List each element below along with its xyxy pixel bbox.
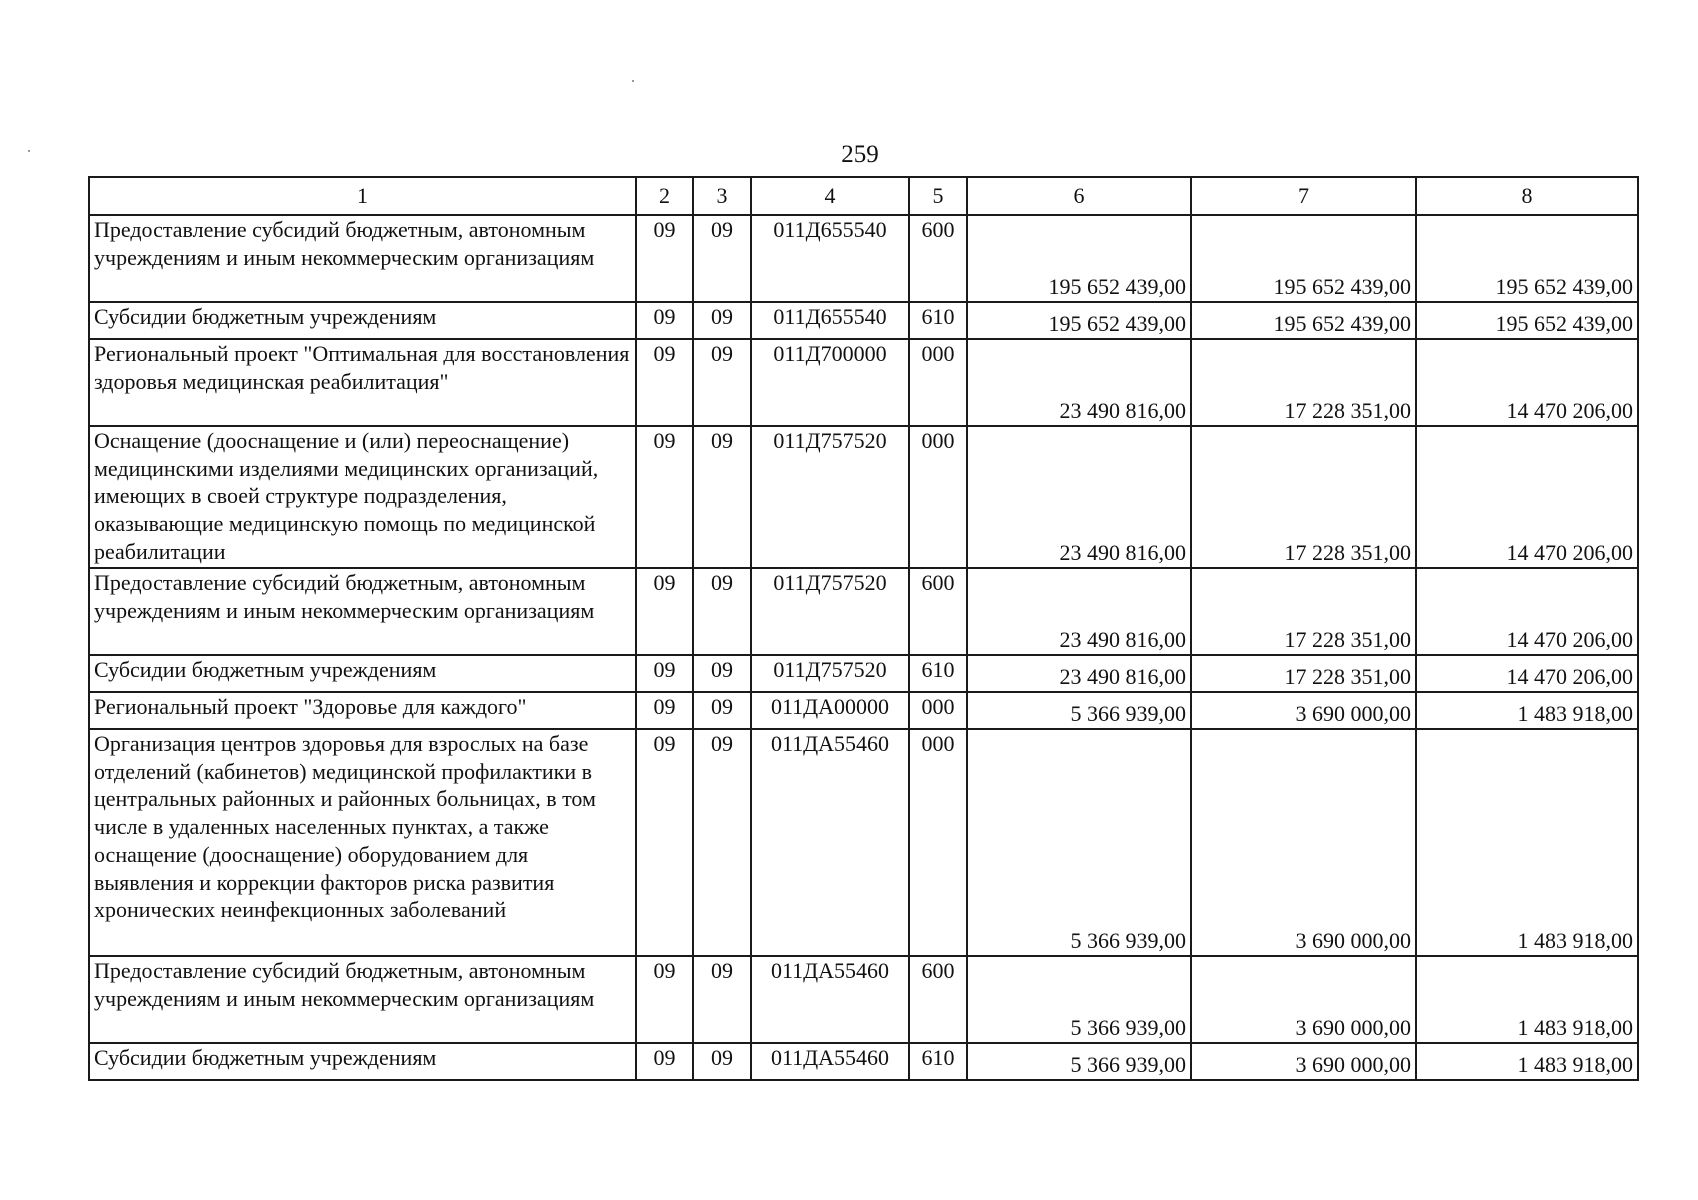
amount-col8-cell: 1 483 918,00 <box>1416 692 1638 729</box>
section-code-cell: 09 <box>636 729 693 956</box>
section-code-cell: 09 <box>636 655 693 692</box>
expense-type-cell: 600 <box>909 215 967 302</box>
amount-col6-cell: 23 490 816,00 <box>967 339 1191 426</box>
section-code-cell: 09 <box>636 568 693 655</box>
amount-col6-cell: 195 652 439,00 <box>967 302 1191 339</box>
section-code-cell: 09 <box>636 692 693 729</box>
section-code-cell: 09 <box>636 302 693 339</box>
amount-col7-cell: 195 652 439,00 <box>1191 215 1416 302</box>
budget-table <box>88 176 1639 1081</box>
expense-type-cell: 000 <box>909 692 967 729</box>
expense-type-cell: 000 <box>909 339 967 426</box>
amount-col8-cell: 195 652 439,00 <box>1416 215 1638 302</box>
column-header: 3 <box>693 177 751 215</box>
amount-col8-cell: 1 483 918,00 <box>1416 1043 1638 1080</box>
row-name-cell: Предоставление субсидий бюджетным, автономным учреждениям и иным некоммерческим организациям <box>89 568 636 655</box>
column-header: 4 <box>751 177 909 215</box>
table-row <box>89 339 1638 426</box>
section-code-cell: 09 <box>636 339 693 426</box>
table-row <box>89 215 1638 302</box>
table-row <box>89 655 1638 692</box>
row-name-cell: Организация центров здоровья для взрослых на базе отделений (кабинетов) медицинской профилактики в центральных районных и районных больницах, в том числе в удаленных населенных пунктах, а также оснащение (дооснащение) оборудованием для выявления и коррекции факторов риска развития хронических неинфекционных заболеваний <box>89 729 636 956</box>
amount-col6-cell: 5 366 939,00 <box>967 692 1191 729</box>
subsection-code-cell: 09 <box>693 956 751 1043</box>
amount-col8-cell: 1 483 918,00 <box>1416 956 1638 1043</box>
table-row <box>89 692 1638 729</box>
table-row <box>89 302 1638 339</box>
row-name-cell: Региональный проект "Оптимальная для восстановления здоровья медицинская реабилитация" <box>89 339 636 426</box>
amount-col7-cell: 3 690 000,00 <box>1191 729 1416 956</box>
amount-col7-cell: 17 228 351,00 <box>1191 426 1416 568</box>
subsection-code-cell: 09 <box>693 568 751 655</box>
table-row <box>89 956 1638 1043</box>
row-name-cell: Субсидии бюджетным учреждениям <box>89 302 636 339</box>
column-header: 7 <box>1191 177 1416 215</box>
page-number: 259 <box>841 141 879 168</box>
subsection-code-cell: 09 <box>693 302 751 339</box>
target-article-cell: 011Д757520 <box>751 426 909 568</box>
subsection-code-cell: 09 <box>693 655 751 692</box>
row-name-cell: Предоставление субсидий бюджетным, автономным учреждениям и иным некоммерческим организациям <box>89 215 636 302</box>
row-name-cell: Субсидии бюджетным учреждениям <box>89 1043 636 1080</box>
subsection-code-cell: 09 <box>693 729 751 956</box>
column-number-row <box>89 177 1638 215</box>
column-header: 1 <box>89 177 636 215</box>
section-code-cell: 09 <box>636 1043 693 1080</box>
expense-type-cell: 610 <box>909 655 967 692</box>
target-article-cell: 011ДА55460 <box>751 956 909 1043</box>
column-header: 5 <box>909 177 967 215</box>
scan-speck <box>632 80 634 82</box>
table-row <box>89 568 1638 655</box>
target-article-cell: 011Д757520 <box>751 655 909 692</box>
column-header: 8 <box>1416 177 1638 215</box>
row-name-cell: Оснащение (дооснащение и (или) переоснащение) медицинскими изделиями медицинских организаций, имеющих в своей структуре подразделения, оказывающие медицинскую помощь по медицинской реабилитации <box>89 426 636 568</box>
subsection-code-cell: 09 <box>693 339 751 426</box>
amount-col7-cell: 195 652 439,00 <box>1191 302 1416 339</box>
expense-type-cell: 600 <box>909 956 967 1043</box>
table-row <box>89 729 1638 956</box>
amount-col7-cell: 3 690 000,00 <box>1191 956 1416 1043</box>
amount-col8-cell: 14 470 206,00 <box>1416 339 1638 426</box>
section-code-cell: 09 <box>636 215 693 302</box>
amount-col7-cell: 3 690 000,00 <box>1191 1043 1416 1080</box>
amount-col8-cell: 14 470 206,00 <box>1416 655 1638 692</box>
amount-col6-cell: 5 366 939,00 <box>967 729 1191 956</box>
subsection-code-cell: 09 <box>693 1043 751 1080</box>
amount-col7-cell: 17 228 351,00 <box>1191 655 1416 692</box>
row-name-cell: Предоставление субсидий бюджетным, автономным учреждениям и иным некоммерческим организациям <box>89 956 636 1043</box>
amount-col6-cell: 5 366 939,00 <box>967 956 1191 1043</box>
amount-col6-cell: 5 366 939,00 <box>967 1043 1191 1080</box>
section-code-cell: 09 <box>636 956 693 1043</box>
target-article-cell: 011ДА55460 <box>751 729 909 956</box>
expense-type-cell: 000 <box>909 426 967 568</box>
table-row <box>89 426 1638 568</box>
section-code-cell: 09 <box>636 426 693 568</box>
target-article-cell: 011Д700000 <box>751 339 909 426</box>
column-header: 6 <box>967 177 1191 215</box>
row-name-cell: Субсидии бюджетным учреждениям <box>89 655 636 692</box>
row-name-cell: Региональный проект "Здоровье для каждого" <box>89 692 636 729</box>
target-article-cell: 011ДА55460 <box>751 1043 909 1080</box>
subsection-code-cell: 09 <box>693 692 751 729</box>
amount-col8-cell: 14 470 206,00 <box>1416 426 1638 568</box>
target-article-cell: 011Д655540 <box>751 302 909 339</box>
amount-col7-cell: 17 228 351,00 <box>1191 568 1416 655</box>
amount-col8-cell: 195 652 439,00 <box>1416 302 1638 339</box>
table-row <box>89 1043 1638 1080</box>
expense-type-cell: 610 <box>909 1043 967 1080</box>
expense-type-cell: 000 <box>909 729 967 956</box>
expense-type-cell: 600 <box>909 568 967 655</box>
amount-col6-cell: 23 490 816,00 <box>967 655 1191 692</box>
amount-col6-cell: 23 490 816,00 <box>967 568 1191 655</box>
column-header: 2 <box>636 177 693 215</box>
target-article-cell: 011ДА00000 <box>751 692 909 729</box>
amount-col6-cell: 23 490 816,00 <box>967 426 1191 568</box>
amount-col8-cell: 14 470 206,00 <box>1416 568 1638 655</box>
subsection-code-cell: 09 <box>693 426 751 568</box>
amount-col7-cell: 3 690 000,00 <box>1191 692 1416 729</box>
expense-type-cell: 610 <box>909 302 967 339</box>
target-article-cell: 011Д757520 <box>751 568 909 655</box>
amount-col6-cell: 195 652 439,00 <box>967 215 1191 302</box>
subsection-code-cell: 09 <box>693 215 751 302</box>
amount-col7-cell: 17 228 351,00 <box>1191 339 1416 426</box>
target-article-cell: 011Д655540 <box>751 215 909 302</box>
amount-col8-cell: 1 483 918,00 <box>1416 729 1638 956</box>
